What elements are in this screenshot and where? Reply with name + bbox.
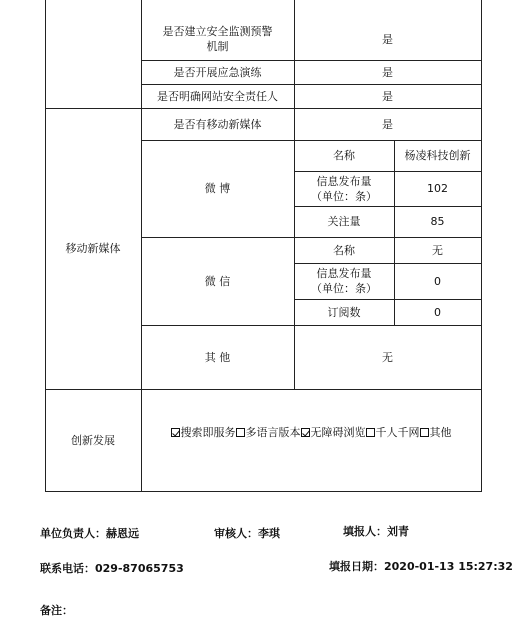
weibo-followers-label: 关注量: [327, 215, 361, 228]
filler: 填报人：刘青: [343, 525, 409, 538]
reviewer: 审核人：李琪: [214, 527, 280, 540]
remark: 备注：: [40, 604, 73, 617]
weibo-posts-value: 102: [427, 182, 448, 195]
checkbox-icon[interactable]: [301, 428, 310, 437]
option-personalized[interactable]: 千人千网: [366, 425, 420, 440]
mobile-section-label: 移动新媒体: [65, 242, 121, 255]
checkbox-icon[interactable]: [366, 428, 375, 437]
responsible-value: 是: [382, 89, 393, 103]
checkbox-icon[interactable]: [420, 428, 429, 437]
fill-date: 填报日期：2020-01-13 15:27:32: [329, 560, 513, 573]
weibo-name-value: 杨凌科技创新: [404, 149, 471, 162]
has-mobile-label: 是否有移动新媒体: [173, 117, 262, 131]
drill-value: 是: [382, 65, 393, 79]
weixin-name-label: 名称: [333, 243, 355, 257]
weibo-followers-value: 85: [430, 215, 445, 228]
responsible-label: 是否明确网站安全责任人: [157, 89, 278, 103]
monitoring-value: 是: [382, 32, 393, 46]
checkbox-icon[interactable]: [171, 428, 180, 437]
weixin-posts-label: 信息发布量 （单位：条）: [311, 267, 377, 295]
monitoring-label: 是否建立安全监测预警 机制: [162, 25, 273, 53]
weibo-name-label: 名称: [333, 149, 355, 162]
has-mobile-value: 是: [382, 117, 393, 131]
innovation-options: [141, 389, 481, 476]
contact-phone: 联系电话：029-87065753: [40, 562, 184, 575]
weixin-posts-value: 0: [434, 274, 441, 288]
unit-head: 单位负责人：赫恩远: [40, 527, 139, 540]
option-multilingual[interactable]: 多语言版本: [236, 425, 301, 440]
option-other[interactable]: 其他: [420, 425, 452, 440]
other-label: 其 他: [204, 350, 231, 364]
weixin-subs-value: 0: [434, 305, 441, 319]
innovation-label: 创新发展: [71, 433, 115, 447]
weixin-subs-label: 订阅数: [327, 305, 361, 319]
weibo-posts-label: 信息发布量 （单位：条）: [311, 174, 377, 203]
weixin-label: 微 信: [204, 274, 231, 288]
weibo-label: 微 博: [204, 182, 231, 195]
option-accessibility[interactable]: 无障碍浏览: [301, 425, 366, 440]
other-value: 无: [382, 350, 393, 364]
weixin-name-value: 无: [432, 243, 443, 257]
option-search-as-service[interactable]: 搜索即服务: [171, 425, 236, 440]
drill-label: 是否开展应急演练: [173, 65, 262, 79]
checkbox-icon[interactable]: [236, 428, 245, 437]
